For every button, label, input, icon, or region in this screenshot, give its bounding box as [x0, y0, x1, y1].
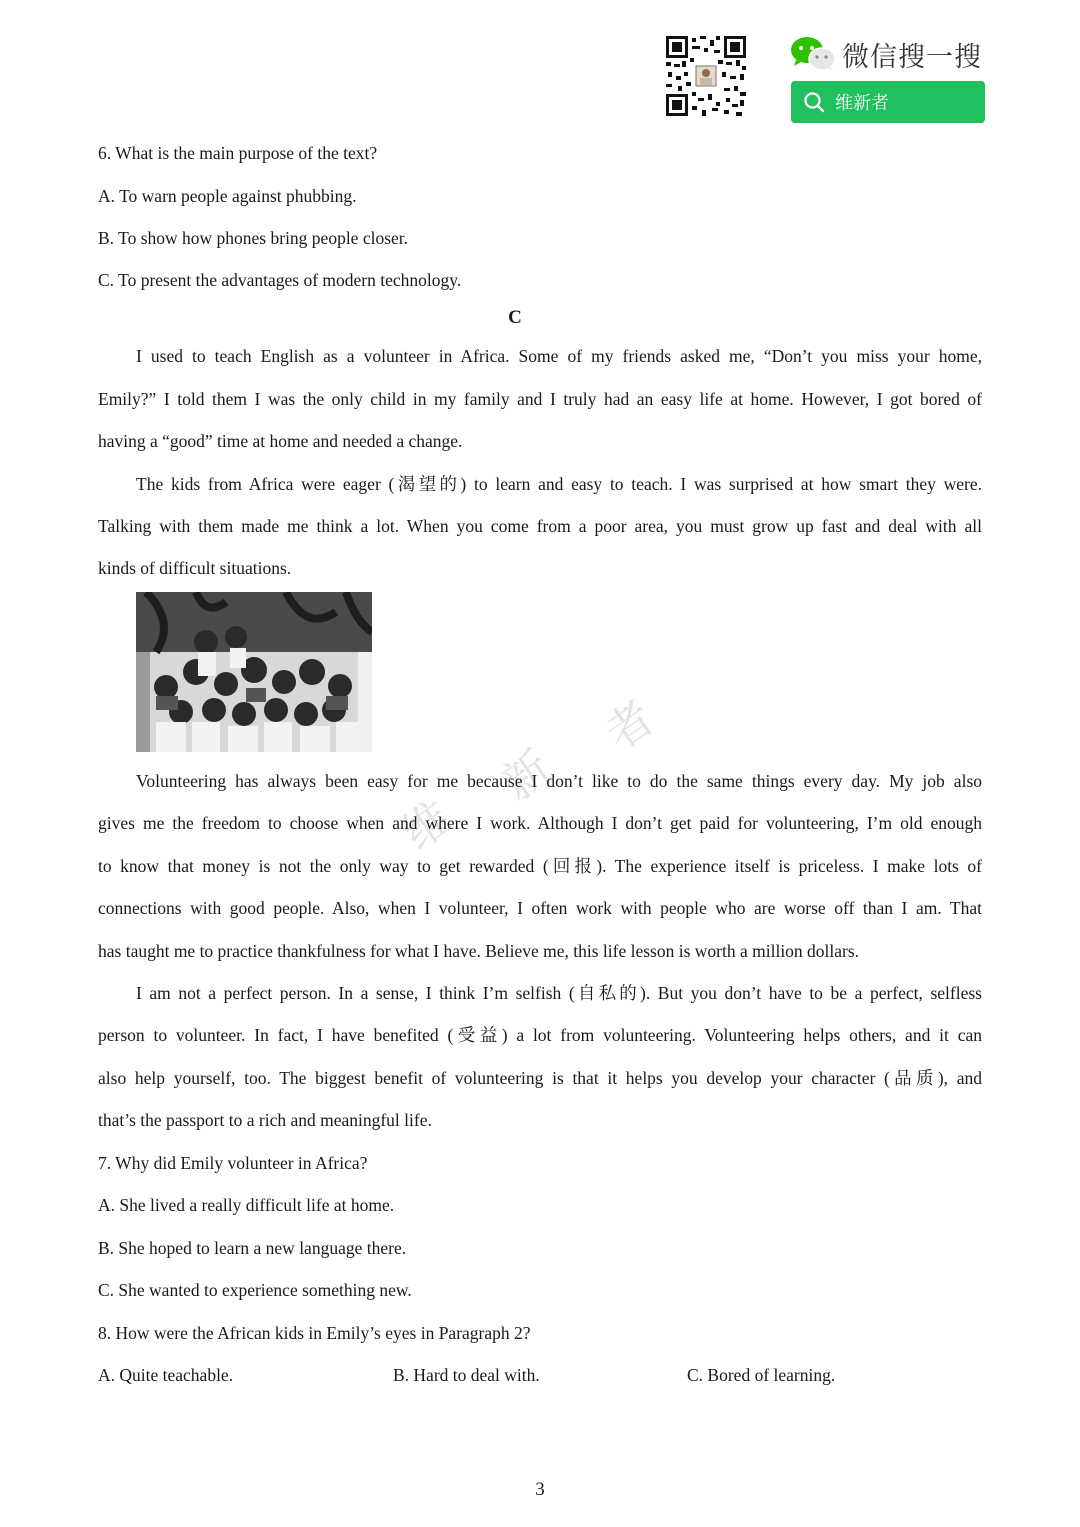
paragraph-2-line-2: Talking with them made me think a lot. When you come from a poor area, you must grow up fast and deal with all — [98, 516, 982, 536]
watermark-char-1: 维 — [392, 790, 462, 861]
african-children-photo — [136, 592, 372, 752]
paragraph-3-line-4: connections with good people. Also, when I volunteer, I often work with people who are worse off than I am. That — [98, 898, 982, 918]
wechat-search-box[interactable] — [791, 81, 985, 123]
wechat-logo-icon — [790, 36, 836, 72]
paragraph-4-line-1: I am not a perfect person. In a sense, I think I’m selfish (自私的). But you don’t have to be a perfect, selfless — [136, 983, 982, 1003]
paragraph-2-line-3: kinds of difficult situations. — [98, 558, 292, 578]
qr-code-image — [666, 36, 746, 116]
paragraph-1-line-3: having a “good” time at home and needed a change. — [98, 431, 463, 451]
q8-option-c: C. Bored of learning. — [687, 1365, 836, 1385]
paragraph-1-line-2: Emily?” I told them I was the only child in my family and I truly had an easy life at home. However, I got bored of — [98, 389, 982, 409]
paragraph-3-line-1: Volunteering has always been easy for me because I don’t like to do the same things every day. My job also — [136, 771, 982, 791]
watermark-char-3: 者 — [595, 690, 665, 761]
paragraph-4-line-3: also help yourself, too. The biggest benefit of volunteering is that it helps you develop your character (品质), and — [98, 1068, 982, 1088]
q6-option-b: B. To show how phones bring people closer. — [98, 228, 409, 248]
paragraph-4-line-2: person to volunteer. In fact, I have benefited (受益) a lot from volunteering. Volunteering helps others, and it can — [98, 1025, 982, 1045]
question-6: 6. What is the main purpose of the text? — [98, 143, 378, 163]
wechat-search-title: 微信搜一搜 — [842, 41, 982, 73]
section-heading: C — [508, 307, 522, 328]
q6-option-a: A. To warn people against phubbing. — [98, 186, 357, 206]
paragraph-2-line-1: The kids from Africa were eager (渴望的) to learn and easy to teach. I was surprised at how smart they were. — [136, 474, 982, 494]
q8-option-b: B. Hard to deal with. — [393, 1365, 540, 1385]
q7-option-b: B. She hoped to learn a new language there. — [98, 1238, 407, 1258]
q7-option-c: C. She wanted to experience something new. — [98, 1280, 412, 1300]
watermark-char-2: 新 — [492, 740, 562, 811]
wechat-search-brand — [790, 34, 990, 74]
q6-option-c: C. To present the advantages of modern technology. — [98, 270, 462, 290]
search-icon — [803, 91, 825, 113]
page-number: 3 — [535, 1479, 545, 1500]
q7-option-a: A. She lived a really difficult life at home. — [98, 1195, 395, 1215]
question-7: 7. Why did Emily volunteer in Africa? — [98, 1153, 368, 1173]
paragraph-3-line-3: to know that money is not the only way to get rewarded (回报). The experience itself is priceless. I make lots of — [98, 856, 982, 876]
question-8: 8. How were the African kids in Emily’s eyes in Paragraph 2? — [98, 1323, 531, 1343]
paragraph-3-line-2: gives me the freedom to choose when and where I work. Although I don’t get paid for volunteering, I’m old enough — [98, 813, 982, 833]
paragraph-1-line-1: I used to teach English as a volunteer in Africa. Some of my friends asked me, “Don’t you miss your home, — [136, 346, 982, 366]
search-query-text: 维新者 — [835, 93, 889, 114]
paragraph-4-line-4: that’s the passport to a rich and meaningful life. — [98, 1110, 432, 1130]
paragraph-3-line-5: has taught me to practice thankfulness for what I have. Believe me, this life lesson is worth a million dollars. — [98, 941, 860, 961]
q8-option-a: A. Quite teachable. — [98, 1365, 234, 1385]
